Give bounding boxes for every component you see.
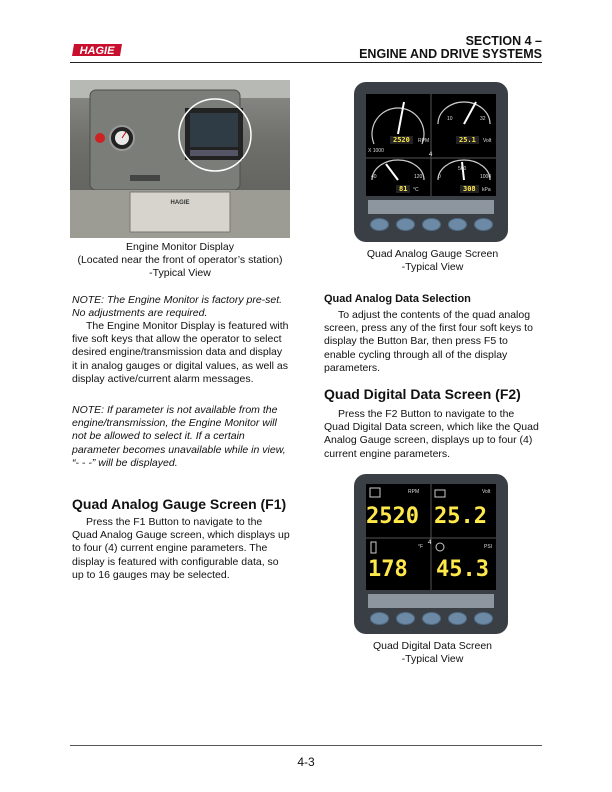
battery-icon bbox=[435, 490, 445, 497]
analog-caption-line-2: -Typical View bbox=[401, 261, 464, 273]
analog-rpm-scale: X 1000 bbox=[368, 148, 384, 154]
engine-monitor-photo bbox=[70, 80, 290, 238]
analog-screen bbox=[366, 94, 496, 196]
heading-quad-digital-data: Quad Digital Data Screen (F2) bbox=[324, 386, 521, 402]
quad-analog-display bbox=[354, 82, 508, 242]
footer-rule bbox=[70, 745, 542, 746]
digital-rpm-unit: RPM bbox=[408, 489, 420, 495]
digital-rpm-value: 2520 bbox=[366, 504, 419, 529]
analog-temp-unit: °C bbox=[413, 187, 419, 193]
analog-tick-p3: 1000 bbox=[480, 174, 492, 180]
analog-softkey-f5[interactable] bbox=[474, 218, 493, 231]
photo-caption-line-3: -Typical View bbox=[149, 267, 211, 279]
analog-caption bbox=[340, 248, 525, 274]
quad-analog-selection-paragraph: To adjust the contents of the quad analog screen, press any of the first four soft keys to display the Button Bar, then press F5 to enable cycling through all of the display parameters. bbox=[324, 309, 533, 374]
heading-quad-analog-gauge: Quad Analog Gauge Screen (F1) bbox=[72, 496, 287, 512]
note-parameter-unavailable: NOTE: If parameter is not available from the engine/transmission, the Engine Monitor will not be allowed to select it. If a certain parameter becomes unavailable while in view, “- - -” will be displayed. bbox=[72, 404, 286, 469]
photo-caption-line-1: Engine Monitor Display bbox=[126, 241, 234, 253]
thermometer-icon bbox=[371, 542, 376, 553]
section-title: ENGINE AND DRIVE SYSTEMS bbox=[359, 47, 542, 61]
quad-analog-paragraph: Press the F1 Button to navigate to the Quad Analog Gauge screen, which displays up to four (4) current engine parameters. The display is featured with configurable data, so up to 16 gauges may be selected. bbox=[72, 516, 290, 581]
analog-page-indicator: 4 bbox=[429, 152, 433, 158]
analog-softkey-f1[interactable] bbox=[370, 218, 389, 231]
digital-screen bbox=[366, 484, 496, 590]
analog-caption-line-1: Quad Analog Gauge Screen bbox=[366, 248, 499, 260]
section-number: SECTION 4 – bbox=[465, 34, 542, 48]
photo-caption bbox=[70, 241, 290, 280]
analog-tick-t1: 40 bbox=[371, 174, 377, 180]
analog-softkey-f4[interactable] bbox=[448, 218, 467, 231]
analog-pressure-unit: kPa bbox=[482, 187, 491, 193]
svg-text:HAGIE: HAGIE bbox=[79, 45, 115, 57]
digital-caption-line-1: Quad Digital Data Screen bbox=[372, 640, 493, 652]
digital-caption bbox=[340, 640, 525, 666]
digital-softkey-f5[interactable] bbox=[474, 612, 493, 625]
analog-volt-unit: Volt bbox=[483, 138, 492, 144]
digital-pressure-value: 45.3 bbox=[436, 557, 489, 582]
hagie-logo bbox=[72, 40, 124, 60]
analog-softkey-f2[interactable] bbox=[396, 218, 415, 231]
page-number: 4-3 bbox=[297, 755, 315, 769]
digital-volt-value: 25.2 bbox=[434, 504, 487, 529]
analog-tick-p2: 500 bbox=[458, 166, 467, 172]
oil-can-icon bbox=[436, 543, 444, 551]
digital-page-indicator: 4 bbox=[428, 540, 432, 546]
digital-pressure-unit: PSI bbox=[484, 544, 493, 550]
digital-caption-line-2: -Typical View bbox=[401, 653, 464, 665]
digital-button-bar bbox=[368, 594, 494, 608]
analog-volt-value: 25.1 bbox=[456, 136, 479, 144]
analog-rpm-value: 2520 bbox=[390, 136, 413, 144]
analog-softkey-f3[interactable] bbox=[422, 218, 441, 231]
analog-temp-value: 81 bbox=[396, 185, 410, 193]
analog-tick-r2: 32 bbox=[480, 116, 486, 122]
note-factory-preset: NOTE: The Engine Monitor is factory pre-set. No adjustments are required. bbox=[72, 294, 283, 320]
engine-monitor-paragraph: The Engine Monitor Display is featured with five soft keys that allow the operator to select desired engine/transmission data and display it in analog gauges or digital values, as well as display active/current alarm messages. bbox=[72, 320, 289, 385]
heading-quad-analog-data-selection: Quad Analog Data Selection bbox=[324, 293, 471, 305]
digital-softkey-f2[interactable] bbox=[396, 612, 415, 625]
analog-rpm-unit: RPM bbox=[418, 138, 430, 144]
digital-temp-value: 178 bbox=[368, 557, 408, 582]
photo-caption-line-2: (Located near the front of operator’s station) bbox=[77, 254, 283, 266]
analog-tick-r1: 10 bbox=[447, 116, 453, 122]
quad-digital-paragraph: Press the F2 Button to navigate to the Quad Digital Data screen, which like the Quad Analog Gauge screen, displays up to four (4) current engine parameters. bbox=[324, 408, 539, 460]
analog-pressure-value: 308 bbox=[460, 185, 479, 193]
digital-softkey-f3[interactable] bbox=[422, 612, 441, 625]
svg-text:HAGIE: HAGIE bbox=[170, 200, 190, 206]
digital-temp-unit: °F bbox=[418, 544, 424, 550]
analog-tick-p1: 0 bbox=[438, 174, 441, 180]
digital-softkey-f4[interactable] bbox=[448, 612, 467, 625]
analog-button-bar bbox=[368, 200, 494, 214]
analog-tick-t2: 120 bbox=[414, 174, 423, 180]
header-rule bbox=[70, 62, 542, 63]
digital-softkey-f1[interactable] bbox=[370, 612, 389, 625]
engine-icon bbox=[370, 488, 380, 497]
digital-volt-unit: Volt bbox=[482, 489, 491, 495]
quad-digital-display bbox=[354, 474, 508, 634]
